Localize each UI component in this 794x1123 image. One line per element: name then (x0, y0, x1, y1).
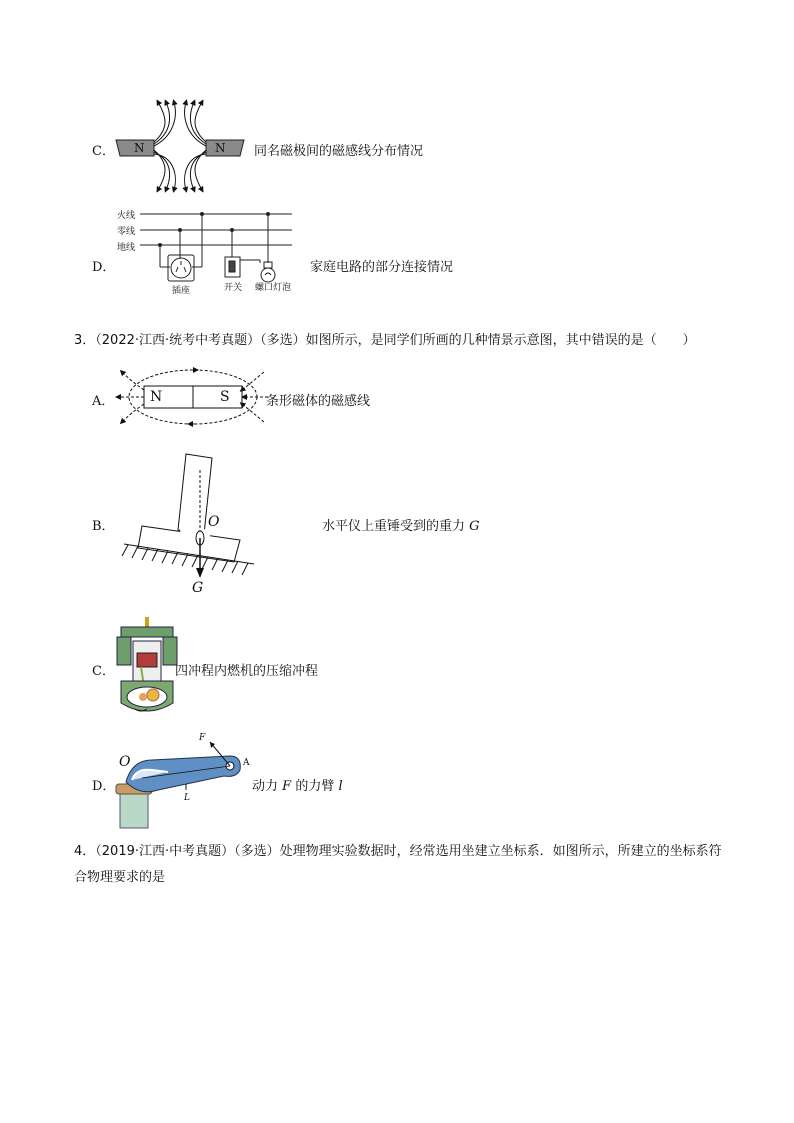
question-4-text: 4．（2019·江西·中考真题）（多选）处理物理实验数据时，经常选用坐建立坐标系．如图所示，所建立的坐标系符合物理要求的是 (74, 844, 722, 885)
pole-n-label: N (150, 389, 163, 405)
force-g-label: G (192, 580, 204, 596)
spirit-level-figure (120, 450, 260, 580)
option-letter-c: C． (92, 144, 115, 159)
option-caption: 四冲程内燃机的压缩冲程 (175, 664, 319, 679)
option-caption: 动力 F 的力臂 l (252, 779, 343, 794)
option-caption: 水平仪上重锤受到的重力 G (322, 519, 480, 534)
bulb-label: 螺口灯泡 (255, 283, 292, 293)
option-letter-b: B． (92, 519, 115, 534)
pole-label-right: N (215, 141, 226, 155)
point-a-label: A (243, 758, 250, 768)
point-o-label: O (119, 754, 131, 770)
bar-magnet-figure (112, 360, 272, 432)
wire-label-zero: 零线 (117, 227, 136, 237)
point-o-label: O (208, 514, 220, 530)
option-caption: 条形磁体的磁感线 (266, 394, 371, 409)
like-poles-figure (110, 98, 250, 194)
pole-label-left: N (134, 141, 145, 155)
question-3-text: 3．（2022·江西·统考中考真题）（多选）如图所示，是同学们所画的几种情景示意图，其中错误的是（ ） (74, 333, 696, 348)
option-caption: 同名磁极间的磁感线分布情况 (254, 144, 424, 159)
engine-figure (115, 615, 179, 721)
arm-l-label: L (184, 793, 190, 803)
wire-label-fire: 火线 (117, 211, 136, 221)
wire-label-ground: 地线 (117, 243, 136, 253)
bottle-opener-figure (112, 730, 252, 830)
option-letter-d: D． (92, 779, 116, 794)
switch-label: 开关 (224, 283, 243, 293)
option-letter-a: A． (92, 394, 115, 409)
option-caption: 家庭电路的部分连接情况 (310, 260, 454, 275)
socket-label: 插座 (172, 286, 191, 296)
option-letter-c: C． (92, 664, 115, 679)
pole-s-label: S (220, 389, 230, 405)
option-letter-d: D． (92, 260, 116, 275)
force-f-label: F (199, 733, 206, 743)
